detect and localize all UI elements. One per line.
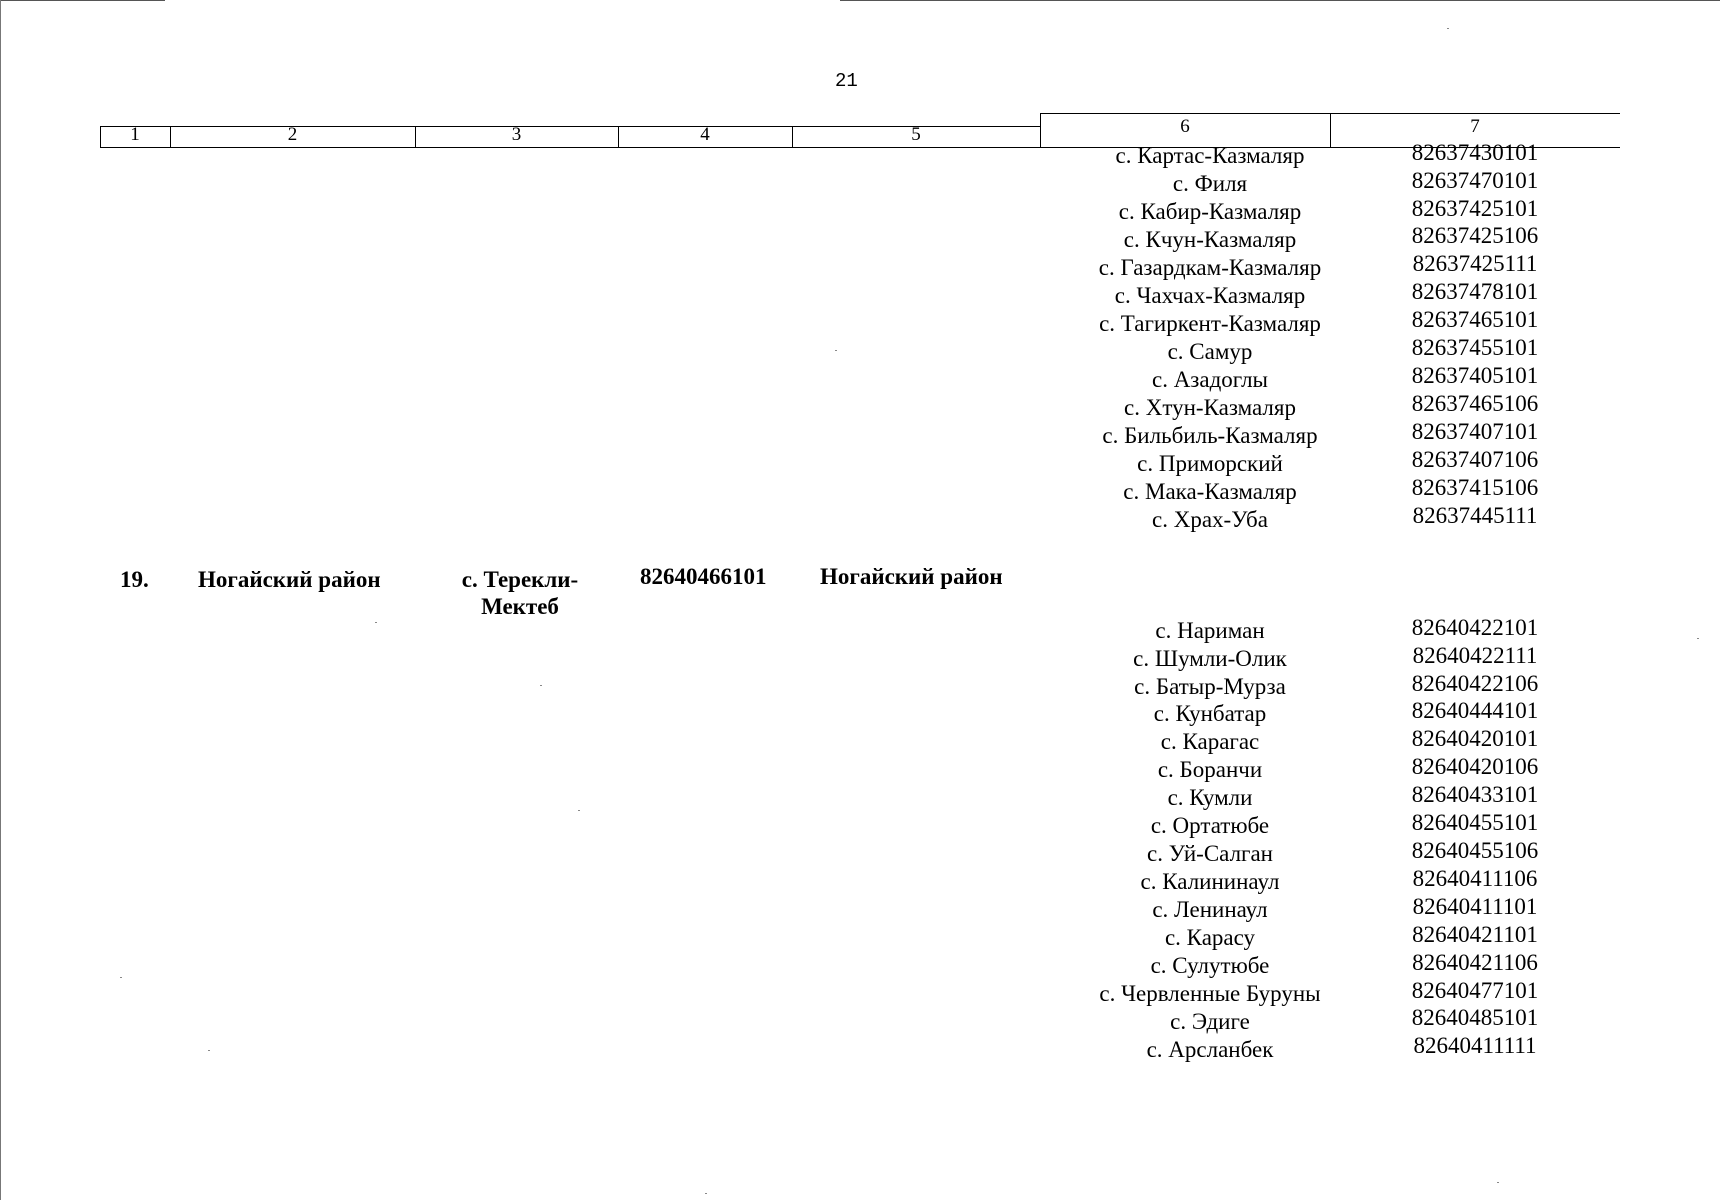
settlement-code: 82640421101 xyxy=(1412,922,1538,947)
settlement-code: 82640444101 xyxy=(1411,698,1539,723)
settlement-name: с. Азадоглы xyxy=(1151,367,1268,392)
settlement-name: с. Бильбиль-Казмаляр xyxy=(1102,423,1318,448)
settlement-code: 82637445111 xyxy=(1412,503,1538,528)
settlement-name: с. Нариман xyxy=(1155,618,1265,643)
settlement-name: с. Храх-Уба xyxy=(1152,507,1268,532)
scan-speck xyxy=(375,622,377,623)
settlement-code: 82640422106 xyxy=(1411,671,1539,696)
settlement-name: с. Кабир-Казмаляр xyxy=(1118,199,1302,224)
header-col-6: 6 xyxy=(1180,116,1190,137)
header-col-3: 3 xyxy=(511,124,522,145)
scan-speck xyxy=(835,350,837,351)
settlement-name: с. Хтун-Казмаляр xyxy=(1124,395,1296,420)
settlement-code: 82637455101 xyxy=(1411,335,1539,360)
row-number: 19. xyxy=(120,567,149,592)
settlement-name: с. Калининаул xyxy=(1140,869,1280,894)
district-center-line-1: с. Терекли- xyxy=(461,567,579,592)
district-name: Ногайский район xyxy=(198,567,381,592)
settlement-name: с. Картас-Казмаляр xyxy=(1115,143,1305,168)
header-col-2: 2 xyxy=(287,124,298,145)
scan-speck xyxy=(208,1050,210,1051)
settlement-code: 82637465101 xyxy=(1411,307,1539,332)
settlement-name: с. Эдиге xyxy=(1170,1009,1250,1034)
settlement-code: 82640422111 xyxy=(1412,643,1538,668)
settlement-code: 82640485101 xyxy=(1411,1005,1539,1030)
settlement-name: с. Кунбатар xyxy=(1153,701,1267,726)
settlement-code: 82637430101 xyxy=(1411,140,1539,165)
settlement-name: с. Боранчи xyxy=(1157,757,1263,782)
settlement-name: с. Кчун-Казмаляр xyxy=(1123,227,1297,252)
settlement-name: с. Газардкам-Казмаляр xyxy=(1098,255,1322,280)
scan-speck xyxy=(705,1193,707,1194)
settlement-name: с. Кумли xyxy=(1167,785,1253,810)
header-bottom-rule xyxy=(100,147,1620,148)
scan-edge-top-right xyxy=(840,0,1720,1)
scan-speck xyxy=(578,810,580,811)
settlement-code: 82640420101 xyxy=(1411,726,1539,751)
settlement-name: с. Шумли-Олик xyxy=(1133,646,1287,671)
settlement-name: с. Тагиркент-Казмаляр xyxy=(1099,311,1321,336)
settlement-code: 82640422101 xyxy=(1411,615,1539,640)
settlement-code: 82637478101 xyxy=(1411,279,1539,304)
settlement-name: с. Карасу xyxy=(1164,925,1256,950)
settlement-code: 82640411101 xyxy=(1412,894,1538,919)
settlement-name: с. Червленные Буруны xyxy=(1099,981,1321,1006)
settlement-name: с. Уй-Салган xyxy=(1147,841,1273,866)
settlement-name: с. Ленинаул xyxy=(1152,897,1268,922)
settlement-code: 82640455106 xyxy=(1411,838,1539,863)
settlement-code: 82640421106 xyxy=(1412,950,1538,975)
municipality-name: Ногайский район xyxy=(820,564,1003,589)
settlement-code: 82637407101 xyxy=(1411,419,1539,444)
settlement-code: 82637415106 xyxy=(1411,475,1539,500)
settlement-code: 82640477101 xyxy=(1411,978,1539,1003)
scan-speck xyxy=(540,685,542,686)
settlement-code: 82637425106 xyxy=(1411,223,1539,248)
scan-edge-top-left xyxy=(0,0,165,1)
settlement-name: с. Карагас xyxy=(1160,729,1260,754)
settlement-code: 82640411106 xyxy=(1412,866,1538,891)
settlement-name: с. Сулутюбе xyxy=(1150,953,1270,978)
settlement-code: 82637407106 xyxy=(1411,447,1539,472)
settlement-code: 82640455101 xyxy=(1411,810,1539,835)
settlement-name: с. Приморский xyxy=(1137,451,1283,476)
settlement-code: 82640411111 xyxy=(1413,1033,1537,1058)
settlement-code: 82637425101 xyxy=(1411,196,1539,221)
page-number: 21 xyxy=(835,70,858,92)
district-center xyxy=(430,566,610,620)
header-col-5: 5 xyxy=(911,124,921,145)
scan-speck xyxy=(1447,28,1449,29)
settlement-code: 82637425111 xyxy=(1412,251,1538,276)
district-center-line-2: Мектеб xyxy=(481,594,559,619)
settlement-name: с. Батыр-Мурза xyxy=(1134,674,1286,699)
scan-edge-left xyxy=(0,0,1,1200)
settlement-name: с. Ортатюбе xyxy=(1150,813,1270,838)
settlement-name: с. Самур xyxy=(1167,339,1253,364)
settlement-name: с. Арсланбек xyxy=(1146,1037,1274,1062)
settlement-code: 82640420106 xyxy=(1411,754,1539,779)
settlement-code: 82637465106 xyxy=(1411,391,1539,416)
settlement-code: 82640433101 xyxy=(1411,782,1539,807)
settlement-code: 82637470101 xyxy=(1411,168,1539,193)
settlement-code: 82637405101 xyxy=(1411,363,1539,388)
settlement-name: с. Мака-Казмаляр xyxy=(1123,479,1297,504)
district-center-code: 82640466101 xyxy=(640,564,767,589)
header-col-4: 4 xyxy=(700,124,710,145)
scan-speck xyxy=(1697,638,1699,639)
scan-speck xyxy=(1497,1182,1499,1183)
scan-speck xyxy=(120,977,122,978)
settlement-name: с. Чахчах-Казмаляр xyxy=(1114,283,1306,308)
header-col-1: 1 xyxy=(130,124,140,145)
settlement-name: с. Филя xyxy=(1172,171,1248,196)
header-col-7: 7 xyxy=(1470,116,1480,137)
